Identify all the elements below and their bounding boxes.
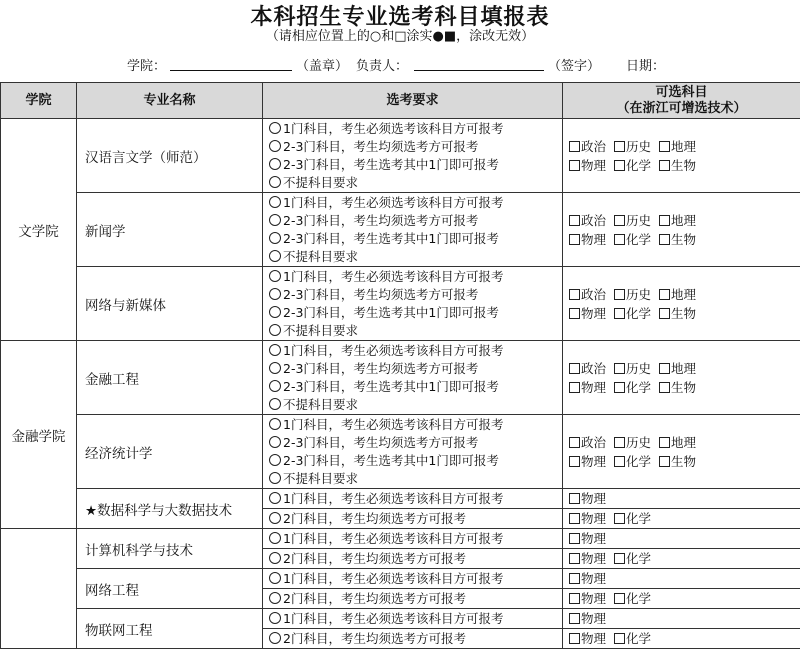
requirement-option[interactable]: 1门科目，考生必须选考该科目方可报考 bbox=[263, 529, 563, 549]
requirement-option[interactable]: 2门科目，考生均须选考方可报考 bbox=[263, 629, 563, 649]
college-cell bbox=[1, 529, 77, 649]
person-label: 负责人： bbox=[356, 59, 409, 74]
radio-icon[interactable] bbox=[269, 270, 281, 282]
radio-icon[interactable] bbox=[269, 632, 281, 644]
radio-icon[interactable] bbox=[269, 398, 281, 410]
checkbox-icon[interactable] bbox=[569, 456, 580, 467]
requirement-option[interactable]: 1门科目，考生必须选考该科目方可报考 bbox=[263, 569, 563, 589]
checkbox-icon[interactable] bbox=[569, 493, 580, 504]
radio-icon[interactable] bbox=[269, 122, 281, 134]
requirement-options: 1门科目，考生必须选考该科目方可报考 2-3门科目，考生均须选考方可报考 2-3门科目，考生选考其中1门即可报考 不提科目要求 bbox=[263, 415, 563, 489]
major-name: 新闻学 bbox=[77, 193, 263, 267]
subject-options: 政治 历史 地理 物理 化学 生物 bbox=[563, 193, 800, 267]
checkbox-icon[interactable] bbox=[569, 160, 580, 171]
form-title: 本科招生专业选考科目填报表 bbox=[250, 4, 550, 30]
seal-label: （盖章） bbox=[296, 59, 349, 74]
radio-icon[interactable] bbox=[269, 196, 281, 208]
checkbox-icon[interactable] bbox=[614, 382, 625, 393]
selection-table bbox=[0, 82, 800, 649]
radio-icon[interactable] bbox=[269, 612, 281, 624]
radio-icon[interactable] bbox=[269, 232, 281, 244]
table-row bbox=[1, 609, 800, 629]
checkbox-icon[interactable] bbox=[614, 513, 625, 524]
checkbox-icon[interactable] bbox=[569, 533, 580, 544]
radio-icon[interactable] bbox=[269, 532, 281, 544]
radio-icon[interactable] bbox=[269, 250, 281, 262]
radio-icon[interactable] bbox=[269, 380, 281, 392]
table-row bbox=[1, 119, 800, 193]
college-field[interactable] bbox=[170, 70, 292, 71]
radio-icon[interactable] bbox=[269, 214, 281, 226]
checkbox-icon[interactable] bbox=[614, 553, 625, 564]
radio-icon[interactable] bbox=[269, 176, 281, 188]
table-row bbox=[1, 415, 800, 489]
col-requirement: 选考要求 bbox=[263, 83, 563, 119]
subject-options: 政治 历史 地理 物理 化学 生物 bbox=[563, 119, 800, 193]
checkbox-icon[interactable] bbox=[659, 215, 670, 226]
radio-icon[interactable] bbox=[269, 552, 281, 564]
radio-icon[interactable] bbox=[269, 572, 281, 584]
major-name: 金融工程 bbox=[77, 341, 263, 415]
radio-icon[interactable] bbox=[269, 436, 281, 448]
checkbox-icon[interactable] bbox=[569, 234, 580, 245]
checkbox-icon[interactable] bbox=[569, 215, 580, 226]
major-name: 网络工程 bbox=[77, 569, 263, 609]
checkbox-icon[interactable] bbox=[614, 141, 625, 152]
checkbox-icon[interactable] bbox=[569, 382, 580, 393]
radio-icon[interactable] bbox=[269, 454, 281, 466]
checkbox-icon[interactable] bbox=[569, 573, 580, 584]
college-label: 学院： bbox=[127, 59, 167, 74]
subject-options: 政治 历史 地理 物理 化学 生物 bbox=[563, 415, 800, 489]
checkbox-icon[interactable] bbox=[614, 234, 625, 245]
subject-options: 政治 历史 地理 物理 化学 生物 bbox=[563, 341, 800, 415]
major-name: 网络与新媒体 bbox=[77, 267, 263, 341]
radio-icon[interactable] bbox=[269, 592, 281, 604]
table-row bbox=[1, 193, 800, 267]
checkbox-icon[interactable] bbox=[569, 513, 580, 524]
checkbox-icon[interactable] bbox=[614, 633, 625, 644]
table-row bbox=[1, 489, 800, 509]
subject-options: 物理 化学 bbox=[563, 549, 800, 569]
radio-icon[interactable] bbox=[269, 288, 281, 300]
checkbox-icon[interactable] bbox=[659, 289, 670, 300]
checkbox-icon[interactable] bbox=[614, 456, 625, 467]
major-name: ★数据科学与大数据技术 bbox=[77, 489, 263, 529]
checkbox-icon[interactable] bbox=[614, 289, 625, 300]
requirement-option[interactable]: 1门科目，考生必须选考该科目方可报考 bbox=[263, 609, 563, 629]
table-row bbox=[1, 341, 800, 415]
checkbox-icon[interactable] bbox=[569, 437, 580, 448]
checkbox-icon[interactable] bbox=[659, 437, 670, 448]
college-cell: 文学院 bbox=[1, 119, 77, 341]
major-name: 计算机科学与技术 bbox=[77, 529, 263, 569]
form-instructions: （请相应位置上的○和□涂实●■，涂改无效） bbox=[265, 29, 535, 44]
requirement-options: 1门科目，考生必须选考该科目方可报考 2-3门科目，考生均须选考方可报考 2-3门科目，考生选考其中1门即可报考 不提科目要求 bbox=[263, 267, 563, 341]
subject-options: 物理 化学 bbox=[563, 509, 800, 529]
subject-options: 物理 bbox=[563, 609, 800, 629]
subject-options: 物理 bbox=[563, 569, 800, 589]
requirement-options: 1门科目，考生必须选考该科目方可报考 2-3门科目，考生均须选考方可报考 2-3门科目，考生选考其中1门即可报考 不提科目要求 bbox=[263, 341, 563, 415]
requirement-option[interactable]: 2门科目，考生均须选考方可报考 bbox=[263, 509, 563, 529]
table-row bbox=[1, 569, 800, 589]
checkbox-icon[interactable] bbox=[614, 437, 625, 448]
checkbox-icon[interactable] bbox=[569, 308, 580, 319]
radio-icon[interactable] bbox=[269, 418, 281, 430]
checkbox-icon[interactable] bbox=[614, 308, 625, 319]
major-name: 汉语言文学（师范） bbox=[77, 119, 263, 193]
subject-options: 物理 bbox=[563, 489, 800, 509]
checkbox-icon[interactable] bbox=[569, 613, 580, 624]
checkbox-icon[interactable] bbox=[659, 456, 670, 467]
checkbox-icon[interactable] bbox=[659, 308, 670, 319]
checkbox-icon[interactable] bbox=[659, 234, 670, 245]
checkbox-icon[interactable] bbox=[569, 363, 580, 374]
requirement-option[interactable]: 2门科目，考生均须选考方可报考 bbox=[263, 589, 563, 609]
checkbox-icon[interactable] bbox=[659, 382, 670, 393]
radio-icon[interactable] bbox=[269, 306, 281, 318]
checkbox-icon[interactable] bbox=[569, 593, 580, 604]
college-cell: 金融学院 bbox=[1, 341, 77, 529]
subject-options: 物理 bbox=[563, 529, 800, 549]
col-college: 学院 bbox=[1, 83, 77, 119]
radio-icon[interactable] bbox=[269, 512, 281, 524]
checkbox-icon[interactable] bbox=[614, 160, 625, 171]
checkbox-icon[interactable] bbox=[569, 553, 580, 564]
table-row bbox=[1, 267, 800, 341]
sign-label: （签字） bbox=[548, 59, 601, 74]
radio-icon[interactable] bbox=[269, 140, 281, 152]
radio-icon[interactable] bbox=[269, 344, 281, 356]
major-name: 经济统计学 bbox=[77, 415, 263, 489]
checkbox-icon[interactable] bbox=[569, 141, 580, 152]
subject-options: 政治 历史 地理 物理 化学 生物 bbox=[563, 267, 800, 341]
radio-icon[interactable] bbox=[269, 472, 281, 484]
table-header-row bbox=[1, 83, 800, 119]
radio-icon[interactable] bbox=[269, 492, 281, 504]
subject-options: 物理 化学 bbox=[563, 589, 800, 609]
date-label: 日期： bbox=[626, 59, 666, 74]
requirement-options: 1门科目，考生必须选考该科目方可报考 2-3门科目，考生均须选考方可报考 2-3门科目，考生选考其中1门即可报考 不提科目要求 bbox=[263, 119, 563, 193]
requirement-option[interactable]: 2门科目，考生均须选考方可报考 bbox=[263, 549, 563, 569]
person-field[interactable] bbox=[414, 70, 544, 71]
requirement-option[interactable]: 1门科目，考生必须选考该科目方可报考 bbox=[263, 489, 563, 509]
checkbox-icon[interactable] bbox=[659, 160, 670, 171]
major-name: 物联网工程 bbox=[77, 609, 263, 649]
checkbox-icon[interactable] bbox=[659, 141, 670, 152]
radio-icon[interactable] bbox=[269, 324, 281, 336]
table-row bbox=[1, 529, 800, 549]
checkbox-icon[interactable] bbox=[659, 363, 670, 374]
subject-options: 物理 化学 bbox=[563, 629, 800, 649]
col-subjects: 可选科目 （在浙江可增选技术） bbox=[563, 83, 800, 119]
requirement-options: 1门科目，考生必须选考该科目方可报考 2-3门科目，考生均须选考方可报考 2-3门科目，考生选考其中1门即可报考 不提科目要求 bbox=[263, 193, 563, 267]
signature-row bbox=[0, 56, 800, 78]
checkbox-icon[interactable] bbox=[569, 633, 580, 644]
checkbox-icon[interactable] bbox=[614, 215, 625, 226]
checkbox-icon[interactable] bbox=[614, 593, 625, 604]
radio-icon[interactable] bbox=[269, 362, 281, 374]
radio-icon[interactable] bbox=[269, 158, 281, 170]
checkbox-icon[interactable] bbox=[569, 289, 580, 300]
col-major: 专业名称 bbox=[77, 83, 263, 119]
checkbox-icon[interactable] bbox=[614, 363, 625, 374]
